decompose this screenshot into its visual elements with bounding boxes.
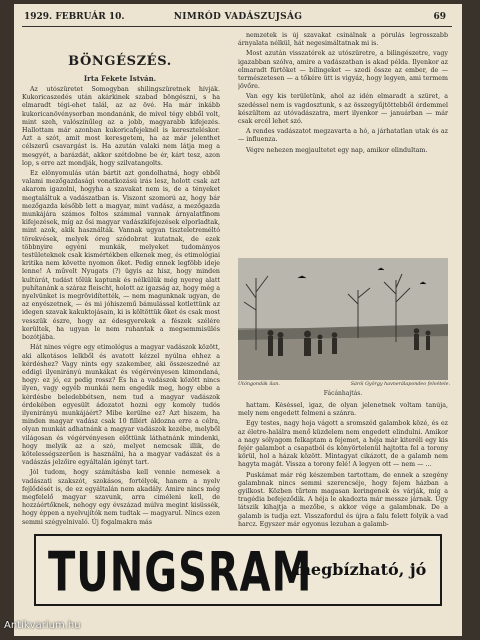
article-column-left (22, 86, 220, 530)
article-column-right-top (238, 32, 448, 254)
paragraph: Van egy kis területünk, ahol az idén elmaradt a szüret, a szedéssel nem is vagdosztunk, s az összegyűjtöttebből érdemmel készültem az utóvadászatra, mert ilyenkor — januárban — már csak ercél lehet szó. (238, 93, 448, 126)
ad-brand: TUNGSRAM (48, 542, 313, 605)
pheasant-drive-photo (238, 258, 448, 380)
paragraph: Egy testes, nagy hoja vágott a sromszéd galambok közé, és ez az életre-halálra menő küzdelem nem engedett elindulni. Amikor a nagy sólyagom felkaptam a fejemet, a héja már kiteréli egy kis fejér galambot a csapatból és könyörtelenül hajtotta fel a torony körül, hol a házak között. Mintagyat cikázott, de a galamb nem hagyta magát. Vissza a torony felé! A legyen ott — nem — ... (238, 420, 448, 469)
paragraph: Most azután visszatérek az utószüretre, a bilingészetre, vagy igazabban szólva, amire a vadászatban is akad példa. Ilyenkor az elmaradt fürtöket — bilingeket — szedi össze az ember, de — természetesen — a tőkére ütt is vigyáz, hogy legyen, ami termem jövőre. (238, 50, 448, 91)
hunting-photo (238, 258, 448, 380)
paragraph: Puskámat már rég készemben tartottam, de ennek a szegény galambnak nincs semmi szerencséje, hogy fejem házban a gyilkost. Közben tűrtem magasan keringenek és várják, míg a tragédia befejeződik. A héja le akadozta már messze járnak. Úgy látszik kihajtja a mezőbe, s akkor vége a galambnak. De a galamb is tudja ezt. Visszafordul és újra a falu felett folyik a vad harcz. Egyszer már egyonus lezuhan a galamb- (238, 471, 448, 528)
paragraph: hattam. Késéssel, igaz, de olyan jelenetnek voltam tanúja, mely nem engedett felmeni a szánra. (238, 402, 448, 418)
paragraph: Végre nehezen megjaultetet egy nap, amikor elindultam. (246, 146, 428, 154)
paragraph: Hát nines végre egy etimológus a magyar vadászok között, aki alkotásos lelkből és avatott kézzel nyúlna ehhez a kérdéshez? Vagy nints egy szakember, aki összeszedné az eddigi ilyenirányú munkákat és végérvényesen kimondaná, hogy: ez jó, ez pedig rossz? És ha a vadászok között nincs ilyen, vagy egyéb munkái nem engedik meg, hogy ebbe a kérdésbe beledebbétsen, nem tud a magyar vadászok érdekében egyesült ádozatot hozni egy komoly tudós ilyenirányú munkájáért? Mibe kerülne ez? Azt hiszem, ha minden magyar vadász csak 10 fillért áldozna erre a célra, olyan munkát adhatnánk a magyar vadászok kezébe, melyből világosan és végérvényesen előttünk láthatnánk mindenki, hogy melyik az a szó, melyet nemcsak illik, de kötelességszerűen is használni, ha a magyar vadászat és a vadászás jelzőire egyáltalán igényt tart. (22, 344, 220, 467)
article-byline: Irta Fekete István. (83, 74, 157, 83)
magazine-page (14, 4, 462, 636)
journal-name: NIMRÓD VADÁSZUJSÁG (173, 12, 303, 22)
photo-caption-left: Utóngondák ilan. (238, 382, 280, 387)
watermark: Antikvarium.hu (4, 620, 81, 631)
paragraph: Az utószüretet Somogyban shilingszüretnek hívják. Kukoricaszedés után akárkinek szabad böngészni, s ha elmaradt tégi-ehet talál, az az övé. Ha már inkább kukoricanövénysorban mondanánk, de mivel tégy ebből volt, mint szeh, valószínűleg az a jobb, magyarabb kifejezés. Hallottam már azonban kukoricafejeknél is kereszteléskor. Azt a szót, amit most keresgetem, ha az már jelenthet célszerű csavargást is. Ha azután valaki nem látja meg a mesgyét, a barázdát, akkor szétdobne be ér, kárt tesz, azon lop, s erre azt mondják, hogy szilvatangolts. (22, 86, 220, 167)
paragraph: A rendes vadászatot megzavarta a hó, a járhatatlan utak és az — influenza. (238, 128, 448, 144)
article-title: BÖNGÉSZÉS. (68, 54, 172, 69)
paragraph: Ez elönyomulás után bártit azt gondolhatná, hogy ebből valami mezőgazdasági vonatkozású irás lesz, holott csak azt akarom igazolni, hogyha a szavakat nem is, de a tényeket megtaláltuk a vadászatban is. Viszont szomorú az, hogy bár mezőgazda később lett a magyar, mint vadász, a mezőgazda munkájára számos foltos számmal vannak árnyalatfinom kifejezések, míg az ősi magyar vadászkifejezések elporladtak, mint azok, akik használták. Vannak ugyan tiszteletreméltó törekvések, melyek óreg szódobrat kutatnak, de ezek többnyire egyéni munkák, melyeket tudományos testületeknek csak kismértékben elkenek meg, és etimológiai kritika nem követte nyomon őket. Pedig ennek legföbb ideje lenne! A művelt Nyugats (?) ügyis az hisz, hogy minden kultúrát, tudást tőlük kaptunk és nélkülük még nyereg alatt puhítanánk a száraz fleischt, holott az igazság az, hogy még a nyelvünket is megrövidítették, — nem magunknak ugyan, de az enyészetnek, — és mi jóhiszemű bámulással kotlettünk az idegen szavak kakuktojásain, ki is költöttük őket és csak most vesszük észre, hogy az édesgyerekek a fészek szélére kerültek, ha ugyan le nem ruhantak a megsemmisülés bozótjába. (22, 170, 220, 342)
photo-credit: Sárói György havnerálapondeo felvétele. (350, 382, 450, 387)
photo-caption: Fácánhajtás. (323, 390, 363, 397)
header-rule (22, 26, 452, 27)
issue-date: 1929. FEBRUÁR 10. (24, 12, 125, 22)
tungsram-advertisement (34, 534, 442, 606)
ad-slogan: megbízható, jó (294, 560, 427, 579)
article-column-right-bottom (238, 402, 448, 530)
paragraph: nemzetek is új szavakat csinálnak a pórulás legrosszabb árnyalata nélkül, hát negesimáltatnak mi is. (238, 32, 448, 48)
paragraph: Jól tudom, hogy számításba kell vennie nemesek a vadászati szakszót, szokásos, fortélyok, hanem a nyelv fejlődését is, de ez egyáltalán nem akadály. Amire nincs még megfelelő magyar szavunk, arra ciméleni kell, de hozzáértőknek, nehogy egy évszázad múlva megint kisüssék, hogy éppen a nyelvujítók nem tudtak — magyarul. Nincs ezen semmi szégyelnivaló. Új fogalmakra más (22, 469, 220, 526)
page-number: 69 (433, 12, 446, 22)
